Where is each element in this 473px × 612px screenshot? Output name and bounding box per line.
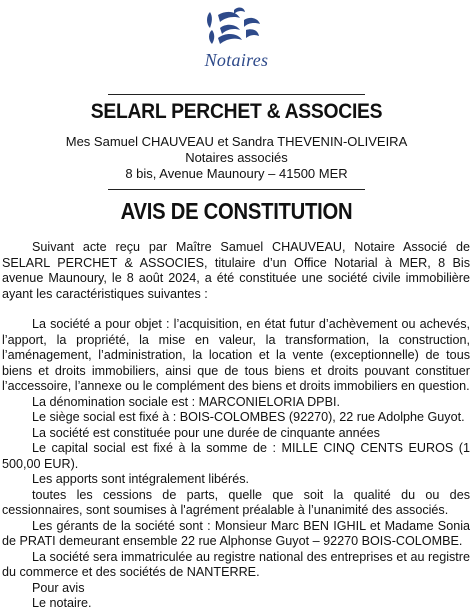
paragraph-registered-office: Le siège social est fixé à : BOIS-COLOMBES (92270), 22 rue Adolphe Guyot. (32, 410, 465, 424)
paragraph-name: La dénomination sociale est : MARCONIELORIA DPBI. (32, 394, 340, 409)
top-divider (108, 94, 365, 95)
middle-divider (108, 189, 365, 190)
paragraph-purpose: La société a pour objet : l’acquisition, en état futur d’achèvement ou achevés, l’apport, la propriété, la mise en valeur, la transformation, la construction, l’aménagement, l’administration, la location et la vente (exceptionnelle) de tous biens et droits immobiliers, ainsi que de tous biens et droits pouvant constituer l’accessoire, l’annexe ou le complément des biens et droits immobiliers en question. (2, 317, 470, 393)
paragraph-managers: Les gérants de la société sont : Monsieur Marc BEN IGHIL et Madame Sonia de PRATI demeurant ensemble 22 rue Alphonse Guyot – 92270 BOIS-COLOMBE. (2, 518, 470, 548)
paragraph-duration: La société est constituée pour une durée de cinquante années (32, 425, 380, 440)
logo-wordmark: Notaires (204, 50, 269, 70)
paragraph-pour-avis: Pour avis (32, 580, 85, 595)
office-address: 8 bis, Avenue Maunoury – 41500 MER (125, 166, 348, 181)
paragraph-contributions: Les apports sont intégralement libérés. (32, 472, 250, 486)
notice-title: AVIS DE CONSTITUTION (120, 198, 353, 224)
notaires-logo (0, 6, 473, 72)
paragraph-capital: Le capital social est fixé à la somme de : MILLE CINQ CENTS EUROS (1 500,00 EUR). (2, 441, 470, 471)
partners-role: Notaires associés (185, 150, 288, 165)
paragraph-signature: Le notaire. (32, 596, 92, 610)
notice-body (2, 240, 470, 612)
paragraph-registration: La société sera immatriculée au registre national des entreprises et au registre du commerce et des sociétés de NANTERRE. (2, 549, 470, 579)
partners-line: Mes Samuel CHAUVEAU et Sandra THEVENIN-OLIVEIRA (65, 134, 408, 149)
firm-name: SELARL PERCHET & ASSOCIES (90, 100, 383, 123)
notaires-emblem-icon (196, 6, 276, 48)
paragraph-intro: Suivant acte reçu par Maître Samuel CHAUVEAU, Notaire Associé de SELARL PERCHET & ASSOCIES, titulaire d’un Office Notarial à MER, 8 Bis avenue Maunoury, le 8 août 2024, a été constituée une société civile immobilière ayant les caractéristiques suivantes : (2, 240, 470, 301)
paragraph-share-transfers: toutes les cessions de parts, quelle que soit la qualité du ou des cessionnaires, sont soumises à l'agrément préalable à l’unanimité des associés. (2, 487, 470, 517)
